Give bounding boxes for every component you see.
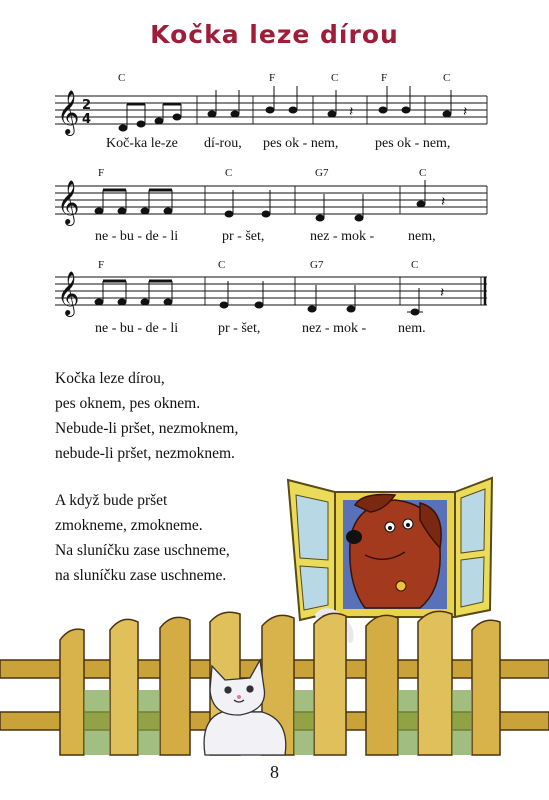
svg-text:𝄽: 𝄽 (463, 104, 468, 120)
chord: C (218, 259, 226, 271)
lyric: nez - mok - (310, 229, 375, 244)
chord: F (381, 72, 388, 84)
lyric: Koč-ka le-ze (106, 136, 178, 151)
lyric: nez - mok - (302, 321, 367, 336)
lyric: nem. (398, 321, 426, 336)
chord: C (225, 167, 233, 179)
verse-line: na sluníčku zase uschneme. (55, 567, 227, 584)
svg-text:𝄽: 𝄽 (441, 194, 446, 210)
lyric: pes ok - nem, (263, 136, 339, 151)
chord: C (118, 72, 126, 84)
lyric: nem, (408, 229, 436, 244)
treble-clef-icon: 𝄞 (57, 180, 80, 224)
verse-line: nebude-li pršet, nezmoknem. (55, 445, 235, 462)
time-signature-top: 2 (82, 98, 92, 113)
lyric: pes ok - nem, (375, 136, 451, 151)
lyric: pr - šet, (222, 229, 265, 244)
treble-clef-icon: 𝄞 (57, 271, 80, 315)
page-number: 8 (270, 762, 279, 782)
verse-line: A když bude pršet (55, 492, 168, 509)
svg-text:𝄽: 𝄽 (349, 104, 354, 120)
verse-line: Nebude-li pršet, nezmoknem, (55, 420, 239, 437)
verse-line: pes oknem, pes oknem. (55, 395, 201, 412)
chord: C (331, 72, 339, 84)
lyric: dí-rou, (204, 136, 242, 151)
chord: C (411, 259, 419, 271)
treble-clef-icon: 𝄞 (57, 90, 80, 134)
chord: F (98, 259, 105, 271)
chord: F (269, 72, 276, 84)
window-illustration (288, 478, 492, 620)
svg-text:𝄽: 𝄽 (440, 285, 445, 301)
verse-line: Na sluníčku zase uschneme, (55, 542, 230, 559)
chord: C (443, 72, 451, 84)
chord: G7 (315, 167, 329, 179)
lyric: pr - šet, (218, 321, 261, 336)
chord: G7 (310, 259, 324, 271)
page-title: Kočka leze dírou (150, 20, 399, 49)
chord: C (419, 167, 427, 179)
verse-line: zmokneme, zmokneme. (55, 517, 203, 534)
chord: F (98, 167, 105, 179)
time-signature-bottom: 4 (82, 112, 92, 127)
lyric: ne - bu - de - li (95, 229, 179, 244)
lyric: ne - bu - de - li (95, 321, 179, 336)
verse-line: Kočka leze dírou, (55, 370, 165, 387)
